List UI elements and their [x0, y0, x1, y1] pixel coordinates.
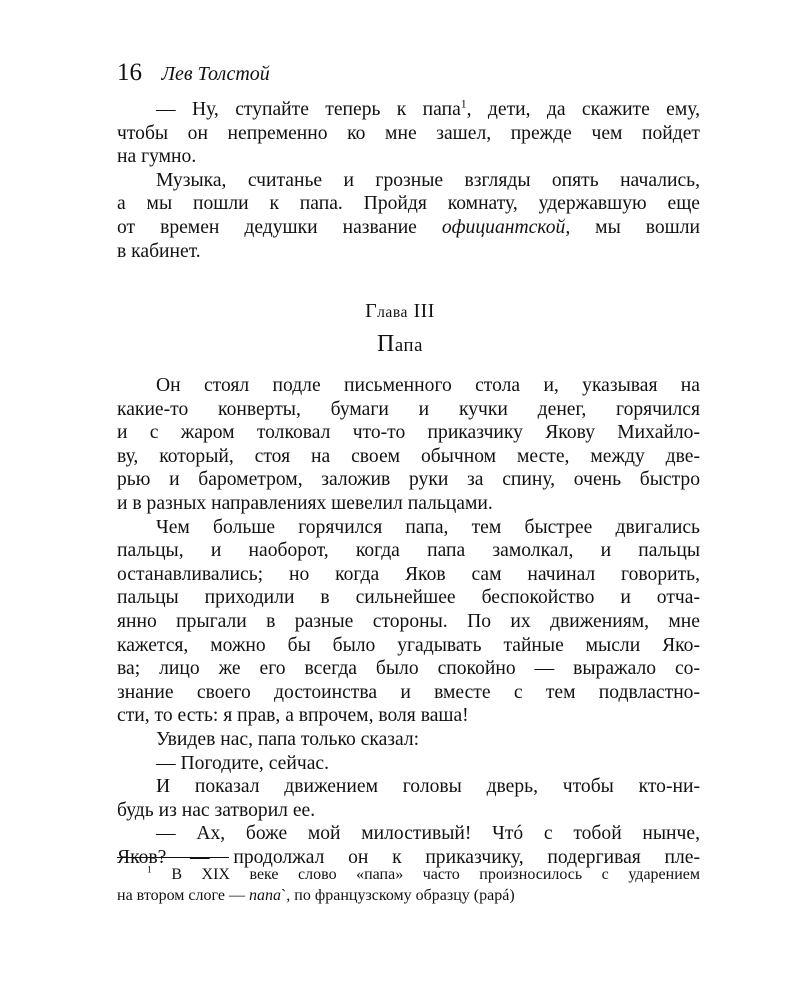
text-line: сти, то есть: я прав, а впрочем, воля ваша!: [117, 705, 469, 727]
text-line: какие-то конверты, бумаги и кучки денег, горячился: [117, 398, 700, 420]
running-head: Лев Толстой: [161, 63, 270, 85]
page-header: [117, 58, 270, 89]
text-line: — Погодите, сейчас.: [156, 752, 329, 774]
text-line: останавливались; но когда Яков сам начинал говорить,: [117, 563, 700, 585]
text-line: от времен дедушки название официантской, мы вошли: [117, 216, 700, 238]
footnote-divider: [117, 857, 229, 858]
text-line: Музыка, считанье и грозные взгляды опять начались,: [156, 169, 700, 191]
text-line: И показал движением головы дверь, чтобы кто-ни-: [156, 776, 700, 798]
chapter-title: Папа: [376, 331, 424, 357]
text-line: будь из нас затворил ее.: [117, 799, 316, 821]
footnote-marker: 1: [460, 97, 467, 111]
text-line: на гумно.: [117, 146, 197, 168]
text-line: — Ну, ступайте теперь к папа$^1$, дети, да скажите ему,: [156, 97, 701, 120]
text-line: пальцы приходили в сильнейшее беспокойство и отча-: [117, 587, 700, 609]
footnote-line: $^1$ В XIX веке слово «папа» часто произносилось с ударением: [147, 864, 700, 883]
text-line: Он стоял подле письменного стола и, указывая на: [156, 375, 700, 396]
footnote: [117, 864, 700, 906]
text-line: Яков? — продолжал он к приказчику, подергивая пле-: [117, 846, 700, 868]
italic-word: папа: [248, 887, 281, 904]
italic-word: официантской,: [441, 216, 571, 238]
text-line: янно прыгали в разные стороны. По их движениям, мне: [117, 610, 700, 632]
text-line: — Ах, боже мой милостивый! Чтó с тобой нынче,: [156, 823, 700, 845]
text-line: чтобы он непременно ко мне зашел, прежде чем пойдет: [117, 122, 700, 144]
text-line: а мы пошли к папа. Пройдя комнату, удержавшую еще: [117, 193, 700, 215]
chapter-label: Глава III: [365, 300, 435, 322]
text-line: кажется, можно бы было угадывать тайные мысли Яко-: [117, 634, 700, 656]
text-line: и с жаром толковал что-то приказчику Якову Михайло-: [117, 422, 700, 444]
footnote-line: на втором слоге — папа`, по французскому образцу (papá): [117, 887, 515, 904]
text-line: рью и барометром, заложив руки за спину, очень быстро: [117, 469, 700, 491]
text-line: в кабинет.: [117, 240, 201, 262]
text-line: ва; лицо же его всегда было спокойно — выражало со-: [117, 658, 700, 680]
text-line: ву, который, стоя на своем обычном месте, между две-: [117, 445, 700, 467]
intro-text: [117, 98, 700, 263]
text-line: Чем больше горячился папа, тем быстрее двигались: [156, 516, 700, 538]
footnote-number: 1: [147, 864, 152, 876]
chapter-body: [117, 374, 700, 869]
text-line: пальцы, и наоборот, когда папа замолкал, и пальцы: [117, 540, 700, 562]
text-line: Увидев нас, папа только сказал:: [156, 728, 420, 750]
text-line: знание своего достоинства и вместе с тем подвластно-: [117, 681, 700, 703]
text-line: и в разных направлениях шевелил пальцами.: [117, 492, 493, 514]
page-number: 16: [117, 59, 142, 86]
